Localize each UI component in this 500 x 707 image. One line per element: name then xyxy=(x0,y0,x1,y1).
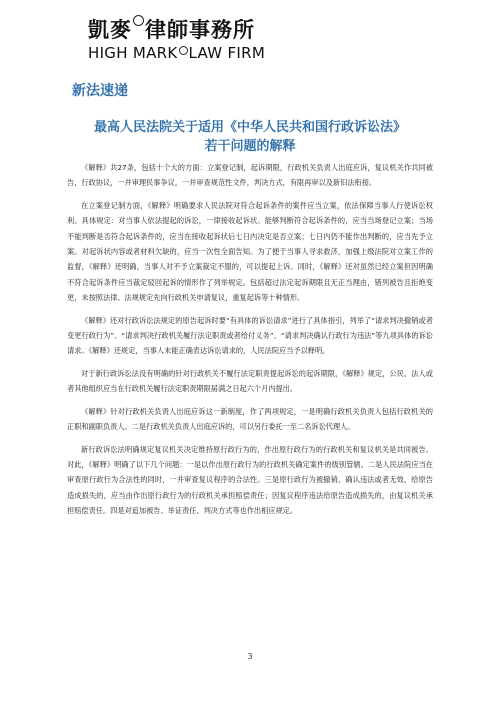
logo-en-part2: LAW FIRM xyxy=(188,44,266,62)
paragraph: 在立案登记制方面，《解释》明确要求人民法院对符合起诉条件的案件应当立案，依法保障当事人行使诉讼权利。具体规定：对当事人依法提起的诉讼，一律接收起诉状。能够判断符合起诉条件的，应当当场登记立案；当场不能判断是否符合起诉条件的，应当在接收起诉状后七日内决定是否立案；七日内仍不能作出判断的，应当先予立案。对起诉状内容或者材料欠缺的，应当一次性全面告知。为了便于当事人寻求救济，加强上级法院对立案工作的监督，《解释》还明确，当事人对不予立案裁定不服的，可以提起上诉。同时，《解释》还对虽然已经立案但因明确不符合起诉条件应当裁定驳回起诉的情形作了列举规定。包括超过法定起诉期限且无正当理由，错列被告且拒绝变更，未按照法律、法规规定先向行政机关申请复议，重复起诉等十种情形。 xyxy=(67,200,433,303)
law-firm-logo xyxy=(88,14,278,70)
article-title-line1: 最高人民法院关于适用《中华人民共和国行政诉讼法》 xyxy=(93,120,406,135)
registered-mark-icon xyxy=(133,15,144,26)
registered-mark-icon xyxy=(179,46,188,55)
article-body xyxy=(67,160,433,526)
logo-chinese-name xyxy=(88,14,278,44)
logo-en-part1: HIGH MARK xyxy=(88,44,178,62)
page-number: 3 xyxy=(247,652,253,661)
logo-english-name xyxy=(88,44,278,62)
section-heading: 新法速递 xyxy=(72,83,128,99)
logo-cn-part1: 凱麥 xyxy=(88,17,132,42)
paragraph: 《解释》共27条，包括十个大的方面：立案登记制，起诉期限，行政机关负责人出庭应诉，复议机关作共同被告，行政协议，一并审理民事争议，一并审查规范性文件，判决方式，有限再审以及新旧法衔接。 xyxy=(67,163,433,188)
article-title xyxy=(40,118,460,156)
article-title-line2: 若干问题的解释 xyxy=(204,139,296,154)
paragraph: 《解释》针对行政机关负责人出庭应诉这一新制度，作了两项规定，一是明确行政机关负责人包括行政机关的正职和副职负责人。二是行政机关负责人出庭应诉的，可以另行委托一至二名诉讼代理人。 xyxy=(67,406,433,432)
logo-cn-part2: 律師事務所 xyxy=(145,17,255,42)
paragraph: 《解释》还对行政诉讼法规定的原告起诉时要“有具体的诉讼请求”进行了具体指引，列举了“请求判决撤销或者变更行政行为”、“请求判决行政机关履行法定职责或者给付义务”、“请求判决确认行政行为违法”等九项具体的诉讼请求。《解释》还规定，当事人未能正确表达诉讼请求的，人民法院应当予以释明。 xyxy=(67,315,433,356)
paragraph: 对于新行政诉讼法没有明确的针对行政机关不履行法定职责提起诉讼的起诉期限，《解释》规定，公民、法人或者其他组织应当在行政机关履行法定职责期限届满之日起六个月内提出。 xyxy=(67,368,433,394)
paragraph: 新行政诉讼法明确规定复议机关决定维持原行政行为的，作出原行政行为的行政机关和复议机关是共同被告。对此，《解释》明确了以下几个问题：一是以作出原行政行为的行政机关确定案件的级别管辖。二是人民法院应当在审查原行政行为合法性的同时，一并审查复议程序的合法性。三是原行政行为被撤销、确认违法或者无效，给原告造成损失的，应当由作出原行政行为的行政机关承担赔偿责任；因复议程序违法给原告造成损失的，由复议机关承担赔偿责任。四是对追加被告、举证责任、判决方式等也作出相应规定。 xyxy=(67,444,433,516)
